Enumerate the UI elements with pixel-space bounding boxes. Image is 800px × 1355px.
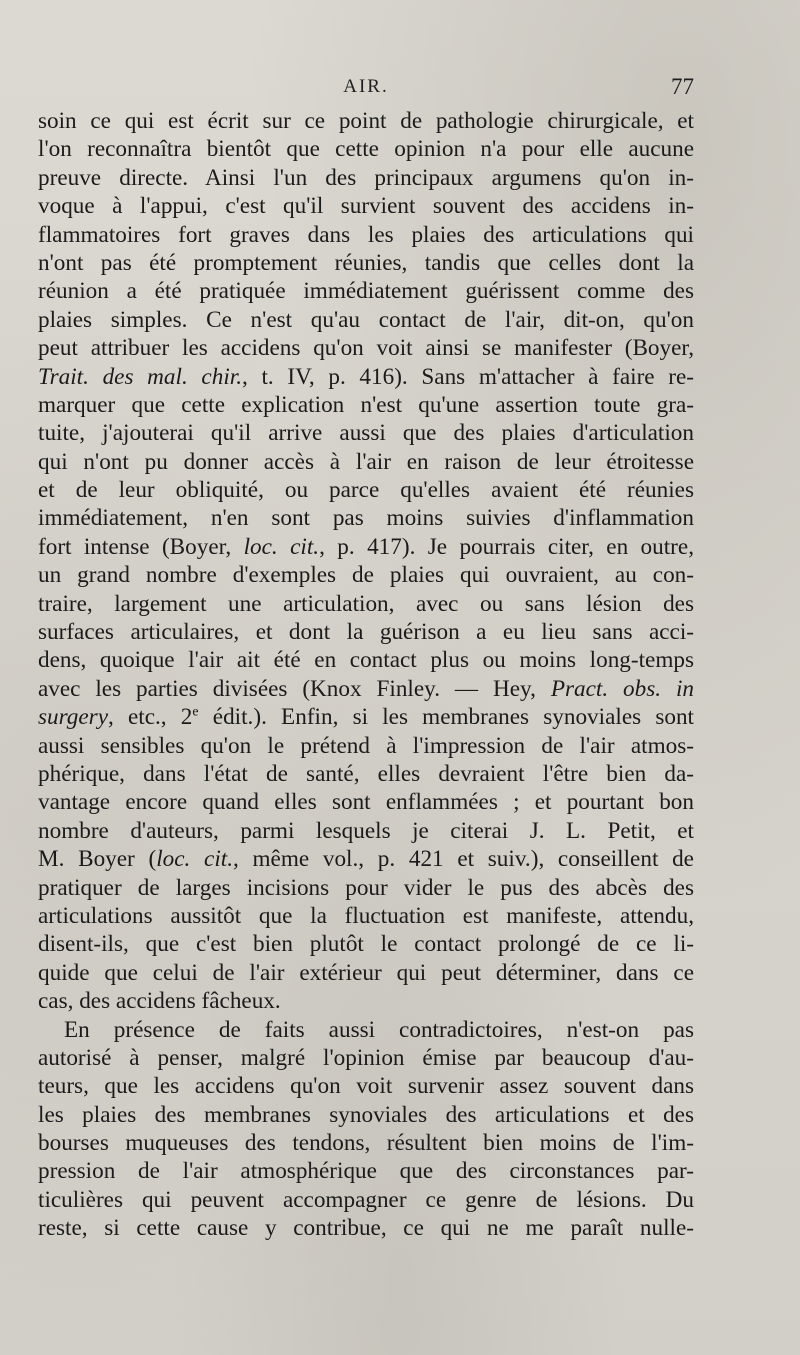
text-segment: et de leur obliquité, ou parce qu'elles avaient été réunies: [38, 477, 694, 504]
text-line: teurs, que les accidens qu'on voit survenir assez souvent dans: [38, 1073, 694, 1100]
text-segment: pratiquer de larges incisions pour vider le pus des abcès des: [38, 874, 694, 901]
text-line: [38, 363, 694, 391]
paragraph-1: [38, 107, 694, 1016]
text-segment: immédiatement, n'en sont pas moins suivies d'inflammation: [38, 505, 694, 532]
text-segment: , etc., 2: [107, 704, 193, 731]
text-segment: soin ce qui est écrit sur ce point de pathologie chirurgicale, et: [38, 108, 694, 134]
text-segment: loc. cit.: [243, 533, 320, 560]
text-segment: loc. cit.: [156, 846, 233, 873]
text-line: [38, 618, 694, 646]
text-segment: dens, quoique l'air ait été en contact plus ou moins long-temps: [38, 647, 694, 674]
text-line: [38, 732, 694, 760]
text-segment: preuve directe. Ainsi l'un des principaux argumens qu'on in-: [38, 164, 694, 191]
text-line: bourses muqueuses des tendons, résultent bien moins de l'im-: [38, 1130, 694, 1157]
text-line: [38, 703, 694, 731]
text-segment: cas, des accidens fâcheux.: [38, 988, 281, 1015]
text-line: [38, 788, 694, 816]
page-header: [38, 70, 694, 106]
text-line: [38, 533, 694, 561]
body-text: [38, 107, 694, 1243]
text-segment: traire, largement une articulation, avec ou sans lésion des: [38, 590, 694, 617]
text-line: [38, 817, 694, 845]
text-segment: n'ont pas été promptement réunies, tandis que celles dont la: [38, 249, 694, 276]
text-segment: vantage encore quand elles sont enflammées ; et pourtant bon: [38, 789, 694, 816]
text-segment: aussi sensibles qu'on le prétend à l'impression de l'air atmos-: [38, 732, 694, 759]
text-segment: voque à l'appui, c'est qu'il survient souvent des accidens in-: [38, 193, 694, 220]
text-segment: nombre d'auteurs, parmi lesquels je citerai J. L. Petit, et: [38, 817, 694, 844]
paragraph-2: [38, 1016, 694, 1243]
text-line: [38, 561, 694, 589]
text-line: [38, 675, 694, 703]
text-line: En présence de faits aussi contradictoires, n'est-on pas: [64, 1016, 694, 1043]
text-line: [38, 277, 694, 305]
text-segment: Trait. des mal. chir.: [38, 363, 243, 390]
text-line: [38, 845, 694, 873]
text-segment: édit.). Enfin, si les membranes synoviales sont: [198, 704, 694, 731]
text-line: ticulières qui peuvent accompagner ce genre de lésions. Du: [38, 1186, 694, 1213]
text-segment: l'on reconnaîtra bientôt que cette opinion n'a pour elle aucune: [38, 136, 694, 163]
text-line: [38, 249, 694, 277]
text-segment: flammatoires fort graves dans les plaies des articulations qui: [38, 221, 694, 248]
page-number: 77: [671, 74, 694, 99]
text-segment: peut attribuer les accidens qu'on voit ainsi se manifester (Boyer,: [38, 335, 694, 362]
text-line: [38, 504, 694, 532]
text-line: [38, 902, 694, 930]
text-segment: phérique, dans l'état de santé, elles devraient l'être bien da-: [38, 760, 694, 787]
text-segment: M. Boyer (: [38, 846, 157, 873]
text-segment: surfaces articulaires, et dont la guérison a eu lieu sans acci-: [38, 619, 694, 646]
text-line: [38, 391, 694, 419]
text-segment: disent-ils, que c'est bien plutôt le contact prolongé de ce li-: [38, 931, 694, 958]
text-line: [38, 590, 694, 618]
text-line: les plaies des membranes synoviales des articulations et des: [38, 1101, 694, 1128]
text-line: [38, 164, 694, 192]
text-segment: , p. 417). Je pourrais citer, en outre,: [319, 533, 694, 560]
text-line: [38, 987, 694, 1015]
text-line: [38, 476, 694, 504]
text-line: pression de l'air atmosphérique que des circonstances par-: [38, 1158, 694, 1185]
text-line: [38, 334, 694, 362]
text-line: [38, 419, 694, 447]
text-line: autorisé à penser, malgré l'opinion émise par beaucoup d'au-: [38, 1044, 694, 1071]
text-line: [38, 107, 694, 135]
text-segment: , t. IV, p. 416). Sans m'attacher à faire re-: [242, 363, 694, 390]
text-line: [38, 959, 694, 987]
text-segment: marquer que cette explication n'est qu'une assertion toute gra-: [38, 391, 694, 418]
text-line: [38, 874, 694, 902]
text-segment: un grand nombre d'exemples de plaies qui ouvraient, au con-: [38, 562, 694, 589]
text-segment: fort intense (Boyer,: [38, 533, 244, 560]
text-segment: qui n'ont pu donner accès à l'air en raison de leur étroitesse: [38, 448, 694, 475]
text-line: [38, 448, 694, 476]
text-line: reste, si cette cause y contribue, ce qui ne me paraît nulle-: [38, 1215, 694, 1242]
text-line: [38, 760, 694, 788]
text-segment: , même vol., p. 421 et suiv.), conseillent de: [233, 846, 694, 873]
text-segment: réunion a été pratiquée immédiatement guérissent comme des: [38, 278, 694, 305]
text-segment: plaies simples. Ce n'est qu'au contact de l'air, dit-on, qu'on: [38, 306, 694, 333]
text-line: [38, 192, 694, 220]
text-line: [38, 135, 694, 163]
text-segment: quide que celui de l'air extérieur qui peut déterminer, dans ce: [38, 959, 694, 986]
text-line: [38, 221, 694, 249]
text-segment: avec les parties divisées (Knox Finley. — Hey,: [38, 675, 551, 702]
running-head: AIR.: [343, 76, 389, 97]
text-segment: tuite, j'ajouterai qu'il arrive aussi que des plaies d'articulation: [38, 420, 694, 447]
text-segment: e: [192, 704, 199, 720]
text-segment: Pract. obs. in: [550, 675, 694, 702]
text-segment: surgery: [38, 704, 108, 731]
text-line: [38, 306, 694, 334]
text-line: [38, 930, 694, 958]
text-segment: articulations aussitôt que la fluctuation est manifeste, attendu,: [38, 902, 694, 929]
text-line: [38, 646, 694, 674]
